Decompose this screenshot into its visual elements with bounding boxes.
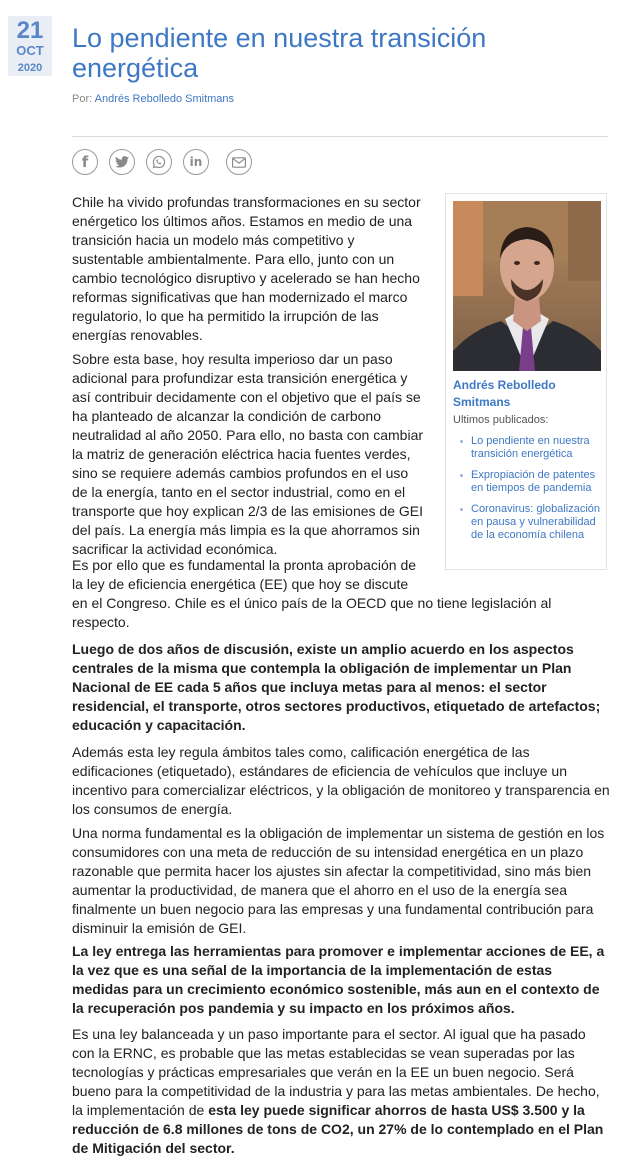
divider (72, 136, 608, 137)
date-year: 2020 (17, 62, 43, 74)
linkedin-glyph: in (189, 155, 203, 169)
byline-author-link[interactable]: Andrés Rebolledo Smitmans (94, 93, 235, 105)
mail-icon[interactable] (226, 149, 252, 175)
paragraph-8-highlight: esta ley puede significar ahorros de hasta US$ 3.500 y la reducción de 6.8 millones de tons de CO2, un 27% de lo contemplado en el Plan de Mitigación del sector. (72, 1102, 604, 1156)
latest-item[interactable]: Coronavirus: globalización en pausa y vulnerabilidad de la economía chilena (460, 503, 600, 542)
paragraph-2: Sobre esta base, hoy resulta imperioso dar un paso adicional para profundizar esta transición energética y así contribuir decidamente con el objetivo que el país se ha planteado de alcanzar la condición de carbono neutralidad al año 2050. Para ello, no basta con cambiar la matriz de generación eléctrica hacia fuentes verdes, sino se requiere además cambios profundos en el uso de la energía, tanto en el sector industrial, como en el transporte que hoy explican 2/3 de las emisiones de GEI del país. La energía más limpia es la que ahorramos sin sacrificar la actividad económica. (72, 351, 424, 557)
whatsapp-icon[interactable] (146, 149, 172, 175)
author-photo (453, 201, 601, 371)
paragraph-5: Además esta ley regula ámbitos tales como, calificación energética de las edificaciones (etiquetado), estándares de eficiencia de vehículos que incluye un incentivo para comercializar eléctricos, y la obligación de monitoreo y transparencia en los consumos de energía. (72, 744, 610, 817)
share-bar (72, 149, 263, 175)
date-badge (8, 16, 52, 76)
twitter-glyph (115, 156, 129, 168)
author-portrait-illustration (453, 201, 601, 371)
mail-glyph (232, 157, 246, 168)
date-day: 21 (16, 17, 44, 44)
latest-item[interactable]: Expropiación de patentes en tiempos de pandemia (460, 469, 600, 495)
paragraph-1: Chile ha vivido profundas transformaciones en su sector enérgetico los últimos años. Estamos en medio de una transición hacia un modelo más competitivo y sustentable ambientalmente. Para ello, junto con un cambio tecnológico disruptivo y acelerado se han hecho reformas significativas que han modernizado el marco regulatorio, lo que ha permitido la irrupción de las energías renovables. (72, 194, 421, 343)
article-title: Lo pendiente en nuestra transición energética (72, 23, 487, 83)
date-month: OCT (16, 43, 44, 58)
latest-item[interactable]: Lo pendiente en nuestra transición energética (460, 435, 600, 461)
paragraph-3b: en el Congreso. Chile es el único país de la OECD que no tiene legislación al respecto. (72, 595, 552, 630)
paragraph-7: La ley entrega las herramientas para promover e implementar acciones de EE, a la vez que es una señal de la importancia de la implementación de estas medidas para un crecimiento económico sostenible, más aun en el contexto de la recuperación pos pandemia y su impacto en los próximos años. (72, 943, 605, 1016)
paragraph-8-text: Es una ley balanceada y un paso importante para el sector. Al igual que ha pasado con la ERNC, es probable que las metas establecidas se vean superadas por las tecnologías y prácticas empresariales que verán en la EE un buen negocio. Será bueno para la competitividad de la industria y para las metas ambientales. De hecho, la implementación de (72, 1026, 600, 1118)
author-box (445, 193, 607, 570)
facebook-glyph: f (81, 152, 89, 171)
paragraph-3a: Es por ello que es fundamental la pronta aprobación de la ley de eficiencia energética (EE) que hoy se discute (72, 557, 417, 592)
paragraph-8 (72, 1025, 612, 1158)
byline-prefix: Por: (72, 93, 93, 105)
paragraph-6: Una norma fundamental es la obligación de implementar un sistema de gestión en los consumidores con una meta de reducción de su intensidad energética en un plazo razonable que permita hacer los ajustes sin afectar la competitividad, sino más bien aumentar la productividad, de manera que el ahorro en el uso de la energía sea finalmente un buen negocio para las empresas y una fundamental contribución para disminuir la emisión de GEI. (72, 825, 605, 936)
latest-label: Ultimos publicados: (453, 414, 549, 426)
linkedin-icon[interactable] (183, 149, 209, 175)
latest-list (460, 435, 600, 550)
paragraph-4: Luego de dos años de discusión, existe un amplio acuerdo en los aspectos centrales de la misma que contempla la obligación de implementar un Plan Nacional de EE cada 5 años que incluya metas para al menos: el sector residencial, el transporte, otros sectores productivos, etiquetado de artefactos; educación y capacitación. (72, 641, 601, 733)
author-name[interactable]: Andrés Rebolledo Smitmans (453, 378, 556, 409)
whatsapp-glyph (152, 155, 166, 169)
twitter-icon[interactable] (109, 149, 135, 175)
byline (72, 93, 234, 105)
facebook-icon[interactable] (72, 149, 98, 175)
